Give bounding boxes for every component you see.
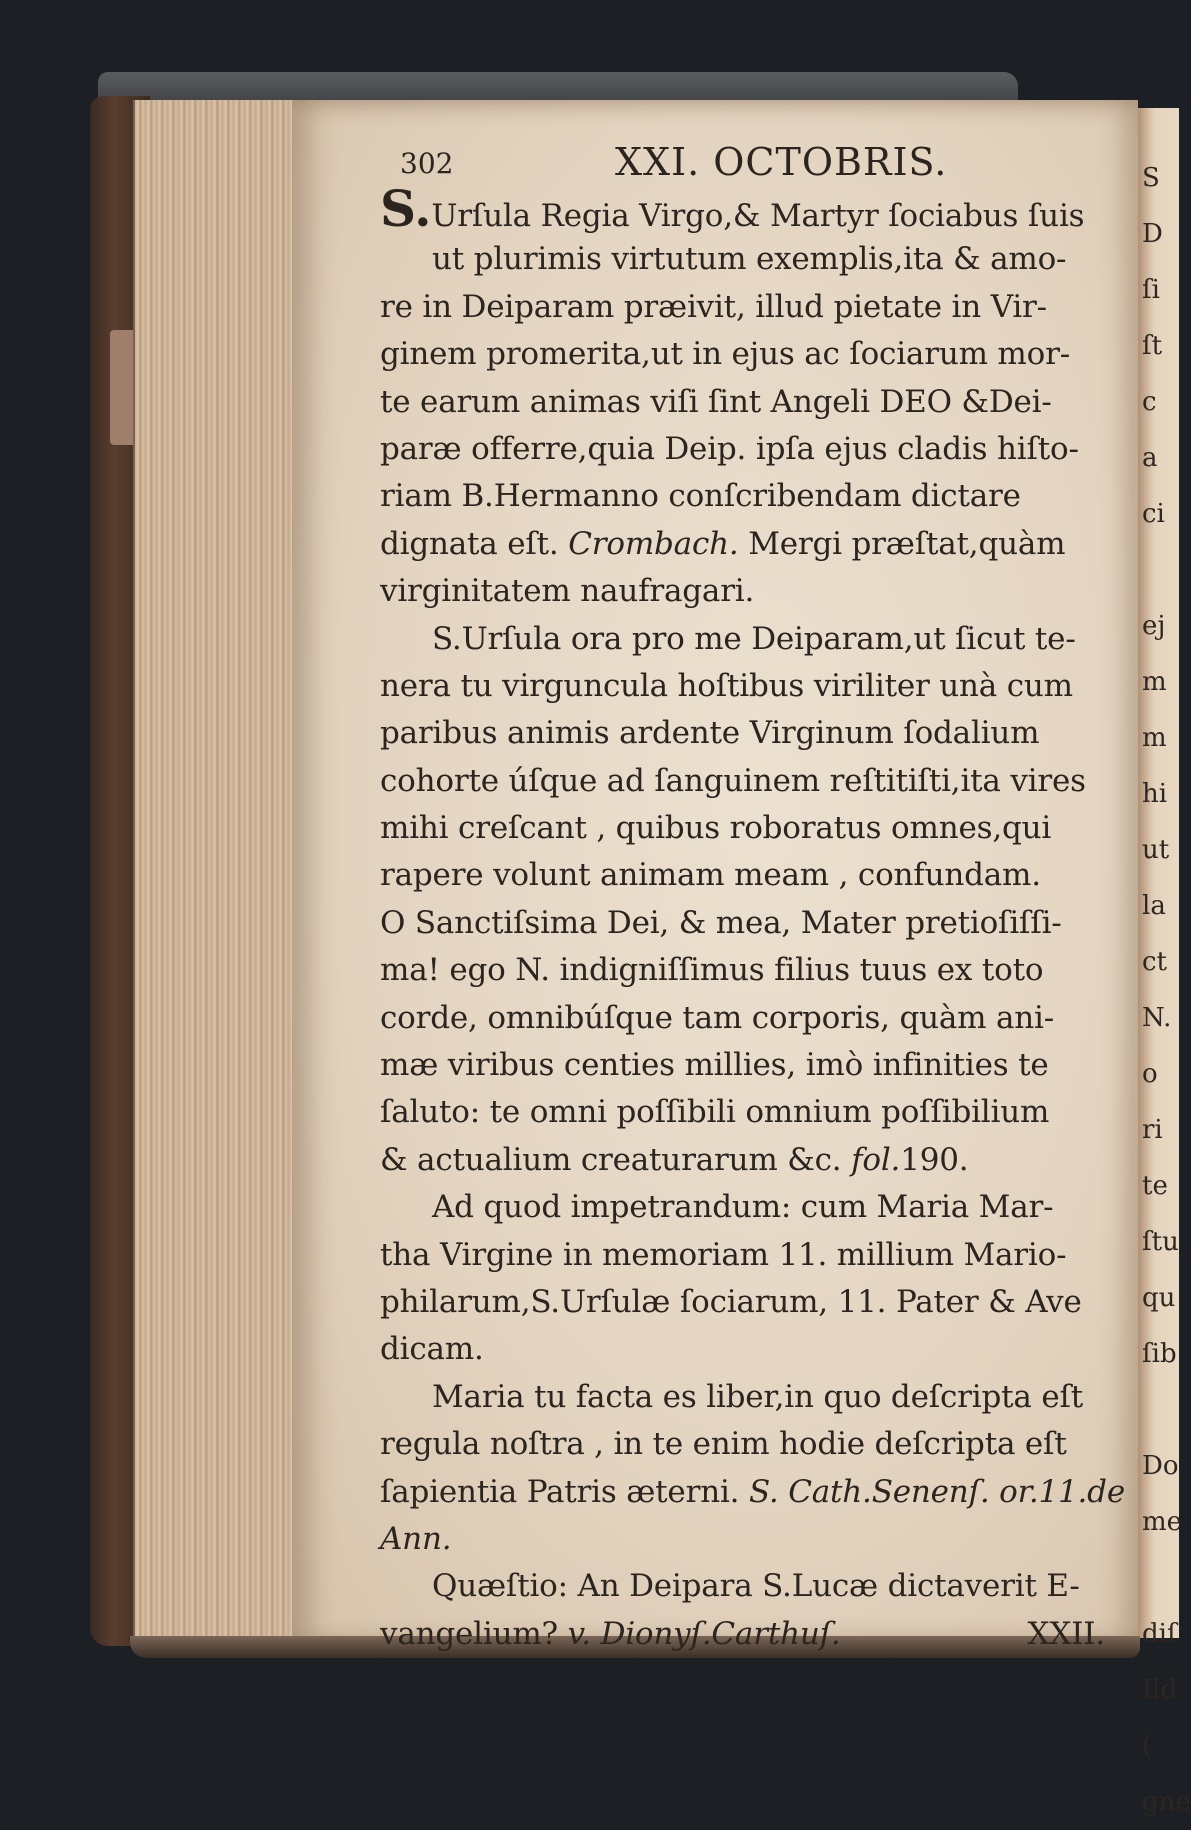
facing-fragment: Do — [1142, 1451, 1179, 1481]
text-line — [380, 1516, 1135, 1563]
line-text: nera tu virguncula hoſtibus viriliter unà cum — [380, 667, 1073, 704]
line-text: riam B.Hermanno conſcribendam dictare — [380, 478, 1021, 515]
text-line — [380, 616, 1135, 663]
facing-fragment: ( — [1142, 1731, 1153, 1761]
text-line — [380, 852, 1135, 899]
facing-fragment: m — [1142, 723, 1167, 753]
text-line — [380, 758, 1135, 805]
facing-fragment: gne — [1142, 1787, 1191, 1817]
text-line — [380, 284, 1135, 331]
facing-fragment: ej — [1142, 611, 1166, 641]
facing-fragment: ſt — [1142, 331, 1163, 361]
line-text: philarum,S.Urſulæ ſociarum, 11. Pater & Ave — [380, 1283, 1082, 1320]
line-text: ma! ego N. indigniſſimus filius tuus ex toto — [380, 952, 1044, 989]
line-text: O Sanctiſsima Dei, & mea, Mater pretioſiſſi- — [380, 904, 1062, 941]
facing-fragment: me — [1142, 1507, 1183, 1537]
facing-fragment — [1142, 1550, 1179, 1606]
line-text: ut plurimis virtutum exemplis,ita & amo- — [432, 241, 1067, 278]
italic-citation: Crombach. — [568, 525, 739, 562]
line-text: Maria tu facta es liber,in quo deſcripta eſt — [432, 1378, 1084, 1415]
line-text: ginem promerita,ut in ejus ac ſociarum mor- — [380, 336, 1070, 373]
page-text — [380, 135, 1135, 1658]
text-line — [380, 1469, 1135, 1516]
text-line — [380, 805, 1135, 852]
page-number: 302 — [400, 147, 454, 180]
text-line — [380, 710, 1135, 757]
line-text: dignata eſt. — [380, 525, 569, 562]
text-line — [380, 1184, 1135, 1231]
text-line — [380, 995, 1135, 1042]
page-header — [380, 135, 1135, 189]
line-text: cohorte úſque ad ſanguinem reſtitiſti,ita vires — [380, 762, 1086, 799]
italic-citation: S. Cath.Senenſ. or.11.de — [748, 1473, 1125, 1510]
line-text-after: Mergi præſtat,quàm — [738, 525, 1066, 562]
facing-fragment: m — [1142, 667, 1167, 697]
text-line — [380, 1089, 1135, 1136]
facing-fragment: ſtu — [1142, 1227, 1179, 1257]
facing-fragment — [1142, 542, 1179, 598]
facing-fragment: ſib — [1142, 1339, 1177, 1369]
text-line — [380, 521, 1135, 568]
text-line — [380, 1279, 1135, 1326]
line-text: dicam. — [380, 1331, 484, 1368]
facing-fragment: hi — [1142, 779, 1168, 809]
line-text: paribus animis ardente Virginum ſodalium — [380, 715, 1040, 752]
line-text: re in Deiparam præivit, illud pietate in Vir- — [380, 288, 1047, 325]
facing-fragment: S — [1142, 163, 1160, 193]
text-line — [380, 1563, 1135, 1610]
italic-citation: v. Dionyſ.Carthuſ. — [567, 1615, 841, 1652]
text-line — [380, 1374, 1135, 1421]
body-lines — [380, 179, 1135, 1658]
line-text: Quæſtio: An Deipara S.Lucæ dictaverit E- — [432, 1568, 1080, 1605]
text-line — [380, 1137, 1135, 1184]
facing-fragment: la — [1142, 891, 1166, 921]
facing-fragment: o — [1142, 1059, 1158, 1089]
running-title: XXI. OCTOBRIS. — [615, 140, 948, 184]
line-text: rapere volunt animam meam , confundam. — [380, 857, 1041, 894]
line-text: mæ viribus centies millies, imò infinities te — [380, 1047, 1049, 1084]
facing-fragment — [1142, 1382, 1179, 1438]
facing-page-fragments — [1142, 150, 1191, 1830]
text-line — [380, 1611, 1135, 1658]
text-line — [380, 179, 1135, 238]
line-text: vangelium? — [380, 1615, 568, 1652]
line-text: ſapientia Patris æterni. — [380, 1473, 749, 1510]
text-line — [380, 1232, 1135, 1279]
facing-fragment: ut — [1142, 835, 1170, 865]
text-line — [380, 947, 1135, 994]
text-line — [380, 473, 1135, 520]
facing-fragment: Ild — [1142, 1675, 1178, 1705]
line-text: corde, omnibúſque tam corporis, quàm ani- — [380, 999, 1055, 1036]
text-line — [380, 236, 1135, 283]
facing-fragment: qu — [1142, 1283, 1176, 1313]
facing-fragment: N. — [1142, 1003, 1172, 1033]
line-text: te earum animas viſi ſint Angeli DEO &Dei- — [380, 383, 1052, 420]
facing-fragment: c — [1142, 387, 1157, 417]
facing-fragment: D — [1142, 219, 1163, 249]
facing-fragment: ri — [1142, 1115, 1163, 1145]
text-line — [380, 663, 1135, 710]
text-line — [380, 1042, 1135, 1089]
text-line — [380, 426, 1135, 473]
italic-citation: Ann. — [380, 1520, 452, 1557]
line-text: virginitatem naufragari. — [380, 573, 755, 610]
line-text: S.Urſula ora pro me Deiparam,ut ſicut te- — [432, 620, 1076, 657]
italic-citation: fol. — [851, 1141, 901, 1178]
line-text: regula noſtra , in te enim hodie deſcripta eſt — [380, 1426, 1067, 1463]
line-text: mihi creſcant , quibus roboratus omnes,qui — [380, 810, 1052, 847]
line-text: ſaluto: te omni poſſibili omnium poſſibilium — [380, 1094, 1050, 1131]
line-text: tha Virgine in memoriam 11. millium Mario- — [380, 1236, 1067, 1273]
text-line — [380, 900, 1135, 947]
text-line — [380, 1326, 1135, 1373]
facing-fragment: ſi — [1142, 275, 1160, 305]
text-line — [380, 379, 1135, 426]
text-line — [380, 568, 1135, 615]
text-line — [380, 1421, 1135, 1468]
line-text-after: 190. — [900, 1141, 969, 1178]
facing-fragment: a — [1142, 443, 1158, 473]
line-text: & actualium creaturarum &c. — [380, 1141, 852, 1178]
line-text: Ad quod impetrandum: cum Maria Mar- — [432, 1189, 1054, 1226]
text-line — [380, 331, 1135, 378]
page-edges-left — [133, 100, 300, 1640]
drop-cap: S. — [380, 179, 432, 238]
line-text: paræ offerre,quia Deip. ipſa ejus cladis hiſto- — [380, 430, 1079, 467]
facing-fragment: ct — [1142, 947, 1168, 977]
facing-fragment: diſ — [1142, 1619, 1177, 1649]
catchword: XXII. — [1027, 1615, 1105, 1652]
facing-fragment: ci — [1142, 499, 1165, 529]
line-text: Urſula Regia Virgo,& Martyr ſociabus ſuis — [431, 198, 1085, 234]
facing-fragment: te — [1142, 1171, 1168, 1201]
